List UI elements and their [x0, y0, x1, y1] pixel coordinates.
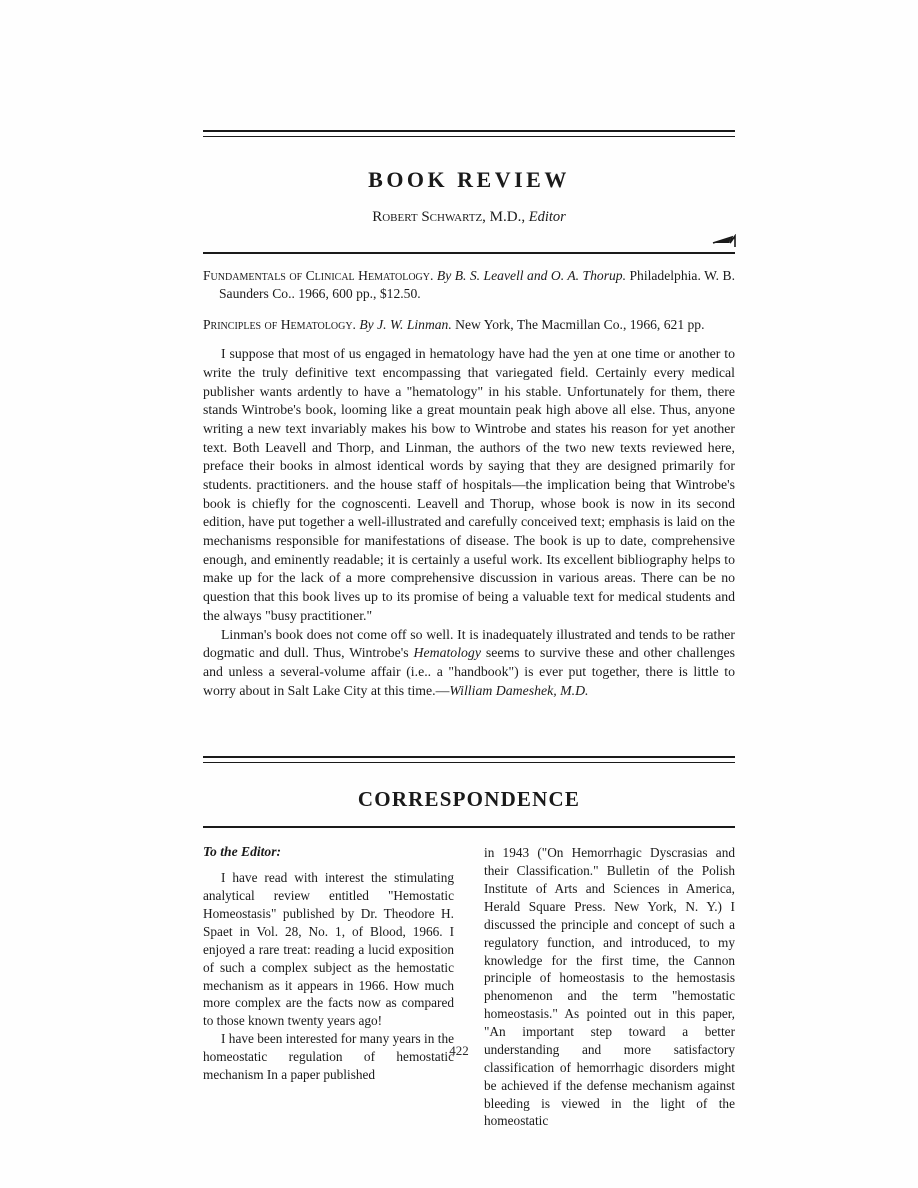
- citation-authors: By B. S. Leavell and O. A. Thorup.: [436, 268, 626, 283]
- correspondence-title: CORRESPONDENCE: [357, 787, 581, 812]
- correspondence-left-column: [203, 844, 454, 1130]
- salutation: To the Editor:: [203, 844, 282, 860]
- editor-role: Editor: [528, 209, 566, 225]
- correspondence-top-rule: [203, 756, 735, 763]
- closing-text-pre: Linman's book does not come off so well. It is inadequately illustrated and tends to be rather dogmatic and dull. Thus, Wintrobe's: [203, 626, 735, 661]
- citation-title: Principles of Hematology.: [203, 317, 356, 333]
- closing-italic-title: Hematology: [413, 645, 481, 661]
- letter-paragraph: in 1943 ("On Hemorrhagic Dyscrasias and their Classification." Bulletin of the Polish Institute of Arts and Sciences in America, Herald Square Press. New York, N. Y.) I discussed the principle and concept of such a regulatory function, and introduced, to my knowledge for the first time, the Cannon principle of homeostasis to the hemostasis phenomenon and the term "hemostatic homeostasis." As pointed out in this paper, "An important step toward a better understanding and more satisfactory classification of hemorrhagic disorders might be achieved if the defense mechanism against bleeding is viewed in the light of the homeostatic: [484, 845, 735, 1129]
- book-review-editor: [203, 209, 735, 226]
- citation-rest: Philadelphia. W. B. Saunders Co.. 1966, 600 pp., $12.50.: [219, 268, 735, 302]
- closing-text-post: seems to survive these and other challenges and unless a several-volume affair (i.e.. a "handbook") is ever put together, there is little to worry about in Salt Lake City at this time.—: [203, 645, 735, 698]
- correspondence-columns: [203, 844, 735, 1130]
- citation-entry: [203, 316, 735, 334]
- letter-paragraph: I have read with interest the stimulating analytical review entitled "Hemostatic Homeostasis" published by Dr. Theodore H. Spaet in Vol. 28, No. 1, of Blood, 1966. I enjoyed a rare treat: reading a lucid exposition of such a complex subject as the hemostatic mechanism as it appears in 1966. How much more complex are the facts now as compared to those known twenty years ago!: [203, 870, 454, 1029]
- editor-name: Robert Schwartz, M.D.,: [372, 209, 526, 225]
- correspondence-under-rule: [203, 826, 735, 828]
- citation-title: Fundamentals of Clinical Hematology.: [203, 268, 434, 283]
- citations-top-rule: [203, 252, 735, 254]
- review-paragraph: I suppose that most of us engaged in hematology have had the yen at one time or another to write the truly definitive text encompassing that variegated field. Certainly every medical publisher wants ardently to have a "hematology" in his stable. Unfortunately for them, there stands Wintrobe's book, looming like a great mountain peak high above all else. Thus, anyone writing a new text invariably makes his bow to Wintrobe and states his reason for yet another text. Both Leavell and Thorp, and Linman, the authors of the two new texts reviewed here, preface their books in almost identical words by saying that they are designed primarily for students. practitioners. and the house staff of hospitals—the implication being that Wintrobe's book is chiefly for the cognoscenti. Leavell and Thorup, whose book is now in its second edition, have put together a well-illustrated and carefully conceived text; emphasis is laid on the mechanisms responsible for manifestations of disease. The book is up to date, comprehensive enough, and eminently readable; it is certainly a useful work. Its excellent bibliography helps to make up for the lack of a more comprehensive discussion in various areas. There can be no question that this book lives up to its promise of being a valuable text for medical students and the always "busy practitioner.": [203, 346, 735, 623]
- citation-rest: New York, The Macmillan Co., 1966, 621 pp.: [455, 317, 705, 333]
- citation-authors: By J. W. Linman.: [359, 317, 452, 333]
- pen-mark-icon: [711, 234, 737, 254]
- citation-entry: [203, 267, 735, 303]
- correspondence-right-column: [484, 844, 735, 1130]
- page-number: 422: [449, 1043, 469, 1058]
- correspondence-section: [203, 756, 735, 1130]
- book-review-title: BOOK REVIEW: [368, 167, 570, 192]
- top-double-rule: [203, 130, 735, 137]
- review-signature: William Dameshek, M.D.: [449, 682, 589, 698]
- page-content: [203, 130, 735, 1130]
- letter-paragraph: I have been interested for many years in the homeostatic regulation of hemostatic mechanism In a paper published: [203, 1031, 454, 1082]
- review-closing-paragraph: [203, 626, 735, 701]
